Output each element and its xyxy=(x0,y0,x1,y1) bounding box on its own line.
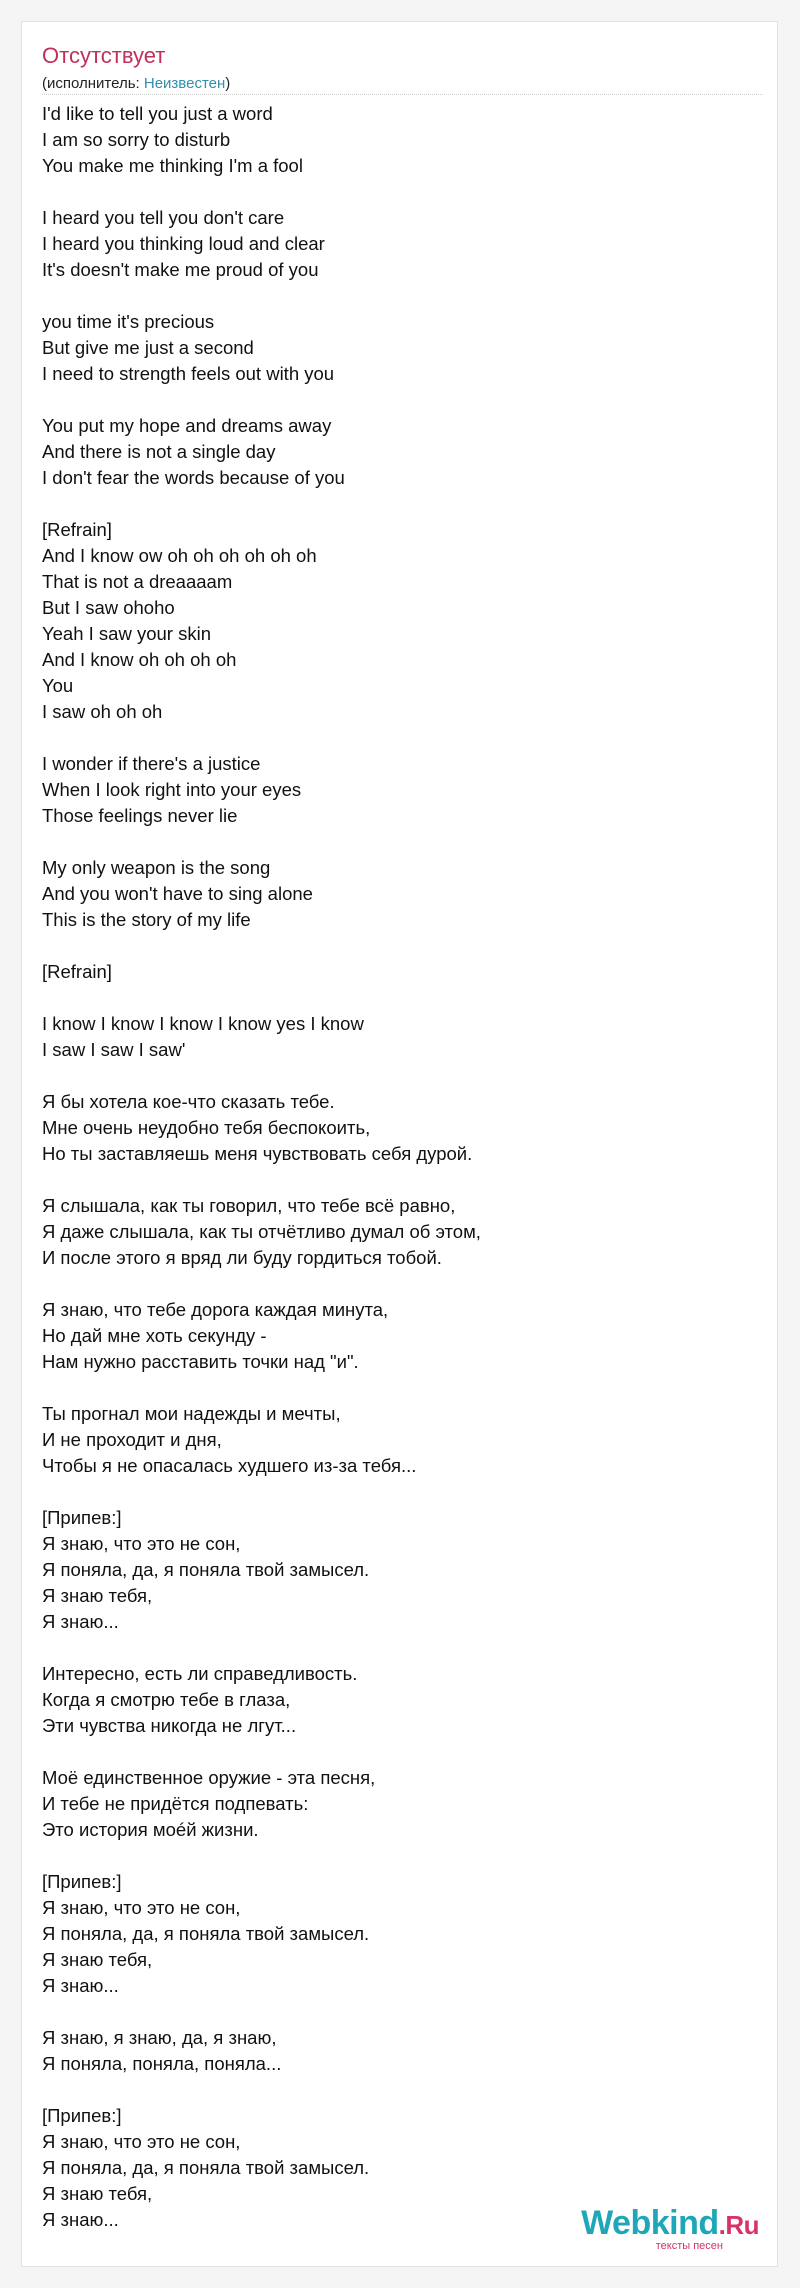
lyric-line: Интересно, есть ли справедливость. xyxy=(42,1663,358,1684)
lyric-line: Я бы хотела кое-что сказать тебе. xyxy=(42,1091,335,1112)
lyric-line: [Refrain] xyxy=(42,961,112,982)
stanza-break xyxy=(42,1635,757,1661)
lyric-line: I need to strength feels out with you xyxy=(42,363,335,384)
lyric-line: And you won't have to sing alone xyxy=(42,883,313,904)
header-divider xyxy=(42,94,763,95)
lyrics-card xyxy=(21,21,778,2267)
stanza-break xyxy=(42,2077,757,2103)
lyric-line: Я знаю, что это не сон, xyxy=(42,2131,241,2152)
stanza-break xyxy=(42,1999,757,2025)
logo-tld-text: .Ru xyxy=(718,2210,759,2240)
site-logo[interactable] xyxy=(581,2205,759,2252)
lyric-line: [Припев:] xyxy=(42,2105,122,2126)
stanza-break xyxy=(42,1739,757,1765)
stanza-break xyxy=(42,491,757,517)
lyric-line: Those feelings never lie xyxy=(42,805,238,826)
lyric-line: You xyxy=(42,675,74,696)
lyric-line: But give me just a second xyxy=(42,337,254,358)
lyric-line: Я знаю, я знаю, да, я знаю, xyxy=(42,2027,277,2048)
lyric-line: Я поняла, да, я поняла твой замысел. xyxy=(42,2157,370,2178)
lyric-line: I'd like to tell you just a word xyxy=(42,103,273,124)
lyric-line: I wonder if there's a justice xyxy=(42,753,261,774)
stanza-break xyxy=(42,1375,757,1401)
artist-prefix: (исполнитель: xyxy=(42,75,144,92)
lyric-line: Чтобы я не опасалась худшего из-за тебя... xyxy=(42,1455,417,1476)
lyric-line: I saw I saw I saw' xyxy=(42,1039,186,1060)
lyrics-text xyxy=(42,101,757,2233)
lyric-line: And there is not a single day xyxy=(42,441,276,462)
lyric-line: Я знаю... xyxy=(42,1611,119,1632)
lyric-line: I heard you tell you don't care xyxy=(42,207,285,228)
lyric-line: Моё единственное оружие - эта песня, xyxy=(42,1767,376,1788)
lyric-line: Но ты заставляешь меня чувствовать себя дурой. xyxy=(42,1143,473,1164)
lyric-line: Я знаю, что тебе дорога каждая минута, xyxy=(42,1299,389,1320)
lyric-line: [Припев:] xyxy=(42,1507,122,1528)
lyric-line: Я знаю тебя, xyxy=(42,1949,153,1970)
lyric-line: Мне очень неудобно тебя беспокоить, xyxy=(42,1117,371,1138)
song-header xyxy=(42,42,757,94)
lyric-line: Я поняла, да, я поняла твой замысел. xyxy=(42,1923,370,1944)
logo-tagline: тексты песен xyxy=(655,2240,723,2252)
lyric-line: И после этого я вряд ли буду гордиться тобой. xyxy=(42,1247,442,1268)
lyric-line: И тебе не придётся подпевать: xyxy=(42,1793,309,1814)
lyric-line: I know I know I know I know yes I know xyxy=(42,1013,364,1034)
lyric-line: I saw oh oh oh xyxy=(42,701,163,722)
lyric-line: [Refrain] xyxy=(42,519,112,540)
stanza-break xyxy=(42,829,757,855)
stanza-break xyxy=(42,387,757,413)
stanza-break xyxy=(42,725,757,751)
lyric-line: This is the story of my life xyxy=(42,909,251,930)
lyric-line: And I know ow oh oh oh oh oh oh xyxy=(42,545,317,566)
stanza-break xyxy=(42,283,757,309)
lyric-line: Но дай мне хоть секунду - xyxy=(42,1325,267,1346)
lyric-line: Я знаю... xyxy=(42,1975,119,1996)
lyric-line: Эти чувства никогда не лгут... xyxy=(42,1715,297,1736)
lyric-line: Ты прогнал мои надежды и мечты, xyxy=(42,1403,341,1424)
lyric-line: And I know oh oh oh oh xyxy=(42,649,237,670)
lyric-line: Я слышала, как ты говорил, что тебе всё равно, xyxy=(42,1195,456,1216)
artist-link[interactable]: Неизвестен xyxy=(143,75,226,92)
lyric-line: My only weapon is the song xyxy=(42,857,271,878)
lyric-line: Я знаю... xyxy=(42,2209,119,2230)
stanza-break xyxy=(42,1843,757,1869)
logo-main-text: Webkind xyxy=(581,2204,719,2242)
artist-suffix: ) xyxy=(225,75,231,92)
lyric-line: Я знаю тебя, xyxy=(42,2183,153,2204)
lyric-line: Нам нужно расставить точки над "и". xyxy=(42,1351,359,1372)
lyric-line: you time it's precious xyxy=(42,311,215,332)
lyric-line: But I saw ohoho xyxy=(42,597,175,618)
lyric-line: Я поняла, поняла, поняла... xyxy=(42,2053,282,2074)
lyric-line: I heard you thinking loud and clear xyxy=(42,233,325,254)
stanza-break xyxy=(42,1271,757,1297)
lyric-line: It's doesn't make me proud of you xyxy=(42,259,319,280)
lyric-line: Я знаю, что это не сон, xyxy=(42,1897,241,1918)
lyric-line: И не проходит и дня, xyxy=(42,1429,222,1450)
lyric-line: You put my hope and dreams away xyxy=(42,415,332,436)
lyric-line: You make me thinking I'm a fool xyxy=(42,155,303,176)
lyric-line: I am so sorry to disturb xyxy=(42,129,231,150)
lyric-line: When I look right into your eyes xyxy=(42,779,302,800)
lyric-line: Yeah I saw your skin xyxy=(42,623,211,644)
lyric-line: Я даже слышала, как ты отчётливо думал об этом, xyxy=(42,1221,481,1242)
stanza-break xyxy=(42,1063,757,1089)
artist-line xyxy=(42,74,757,94)
lyric-line: [Припев:] xyxy=(42,1871,122,1892)
song-title: Отсутствует xyxy=(42,43,166,68)
stanza-break xyxy=(42,985,757,1011)
lyric-line: Я поняла, да, я поняла твой замысел. xyxy=(42,1559,370,1580)
lyric-line: Когда я смотрю тебе в глаза, xyxy=(42,1689,291,1710)
stanza-break xyxy=(42,179,757,205)
lyric-line: Я знаю тебя, xyxy=(42,1585,153,1606)
stanza-break xyxy=(42,933,757,959)
lyric-line: Это история моéй жизни. xyxy=(42,1819,259,1840)
lyric-line: That is not a dreaaaam xyxy=(42,571,233,592)
lyric-line: Я знаю, что это не сон, xyxy=(42,1533,241,1554)
stanza-break xyxy=(42,1479,757,1505)
stanza-break xyxy=(42,1167,757,1193)
lyric-line: I don't fear the words because of you xyxy=(42,467,345,488)
